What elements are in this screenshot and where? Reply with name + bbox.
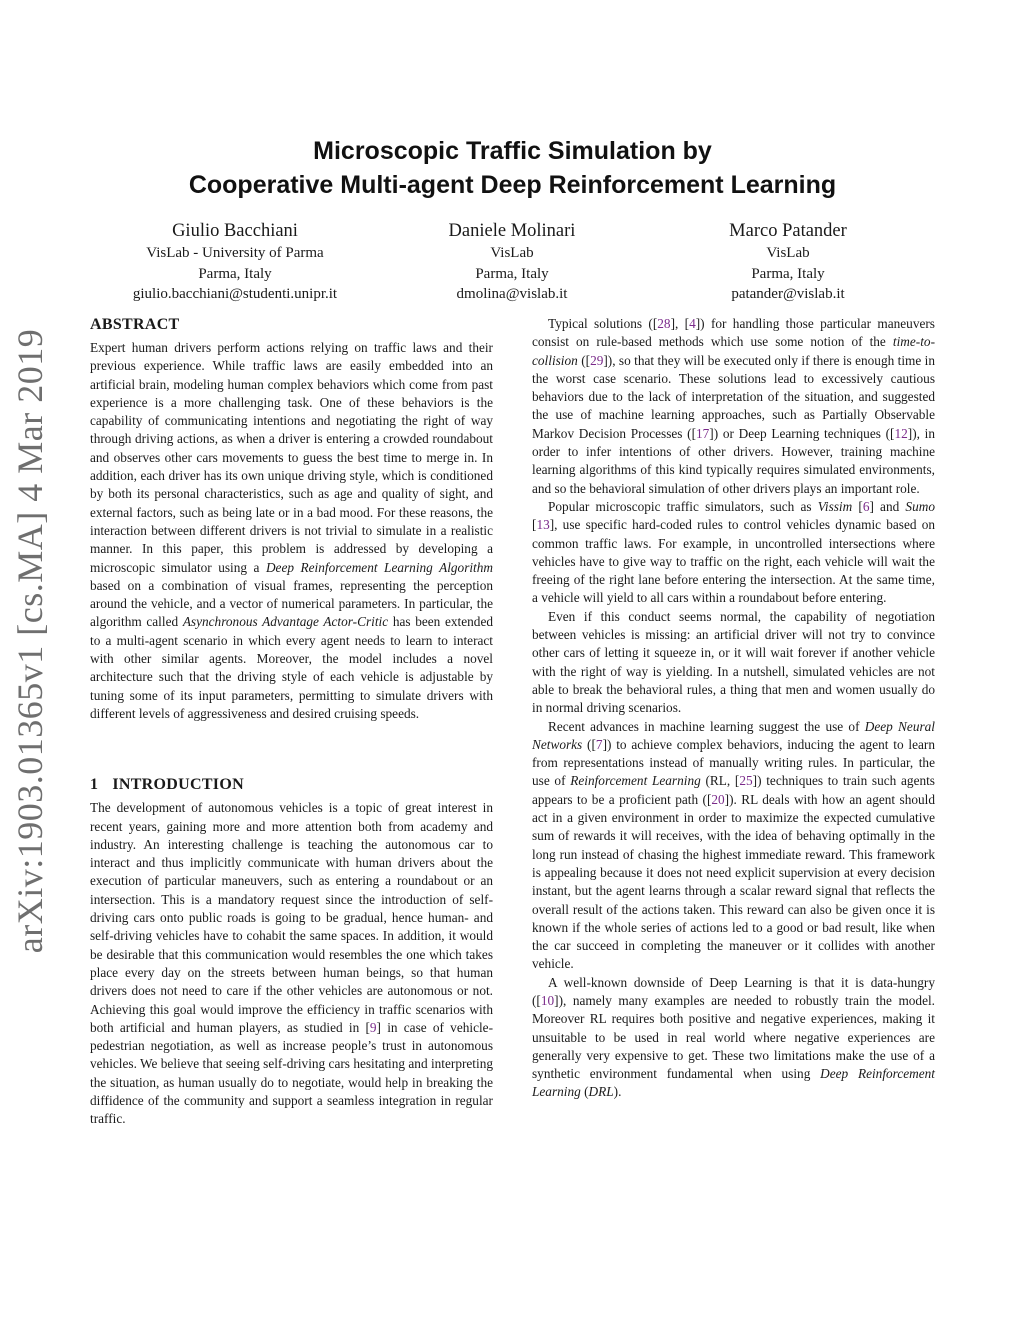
author-email: dmolina@vislab.it — [456, 286, 568, 302]
citation-link[interactable]: 12 — [894, 425, 908, 441]
introduction-heading — [90, 775, 493, 795]
citation-link[interactable]: 29 — [590, 352, 604, 368]
abstract-paragraph: Expert human drivers perform actions relying on traffic laws and their previous experience. While traffic laws are easily embedded into an artificial brain, modeling human complex behaviors which come from past experience is a more challenging task. One of these behaviors is the capability of communicating intentions and negotiating the right of way through driving actions, as when a driver is entering a crowded roundabout and observes other cars movements to guess the best time to merge in. In addition, each driver has its own unique driving style, which is conditioned by both its personal characteristics, such as age and quality of sight, and external factors, such as being late or in a bad mood. For these reasons, the interaction between different drivers is not trivial to simulate in a realistic manner. In this paper, this problem is addressed by developing a microscopic simulator using a Deep Reinforcement Learning Algorithm based on a combination of visual frames, representing the perception around the vehicle, and a vector of numerical parameters. In particular, the algorithm called Asynchronous Advantage Actor-Critic has been extended to a multi-agent scenario in which every agent needs to learn to interact with other similar agents. Moreover, the model includes a novel architecture such that the driving style of each vehicle is adjustable by tuning some of its input parameters, permitting to simulate drivers with different levels of aggressiveness and desired cruising speeds. — [90, 340, 494, 721]
body-paragraph: Even if this conduct seems normal, the capability of negotiation between vehicles is missing: an artificial driver will not try to convince other cars of letting it squeeze in, or it will wait forever if another vehicle with the right of way is yielding. In a nutshell, simulated vehicles are not able to break the behavioral rules, a thing that men and women usually do in normal driving scenarios. — [532, 608, 935, 716]
arxiv-identifier-stamp — [10, 328, 51, 953]
citation-link[interactable]: 7 — [595, 736, 603, 752]
author-email: patander@vislab.it — [731, 286, 845, 302]
author-name: Marco Patander — [729, 221, 847, 241]
introduction-paragraph: The development of autonomous vehicles is a topic of great interest in recent years, gaining more and more attention both from academy and industry. An interesting challenge is teaching the autonomous car to interact and thus implicitly communicate with human drivers about the execution of particular maneuvers, such as entering a roundabout or an intersection. This is a mandatory request since the introduction of self-driving cars onto public roads is going to be gradual, hence human- and self-driving vehicles have to cohabit the same spaces. In addition, it would be desirable that this communication would resembles the one which takes place every day on the streets between human beings, so that human drivers does not need to care if the other vehicles are autonomous or not. Achieving this goal would improve the efficiency in traffic scenarios with both artificial and human players, as studied in [9] in case of vehicle-pedestrian negotiation, as well as increase people’s trust in autonomous vehicles. We believe that seeing self-driving cars hesitating and interpreting the situation, as human usually do to negotiate, would help in breaking the diffidence of the community and support a seamless integration in regular traffic. — [90, 800, 493, 1127]
section-title: INTRODUCTION — [112, 776, 244, 794]
body-paragraph: Popular microscopic traffic simulators, such as Vissim [6] and Sumo [13], use specific hard-coded rules to control vehicles dynamic based on common traffic laws. For example, in uncontrolled intersections where vehicles have to give way to traffic on the right, each vehicle will wait the freeing of the right lane before entering the intersection. At the same time, a vehicle will yield to all cars within a roundabout before entering. — [532, 498, 935, 606]
author-list — [90, 220, 935, 310]
citation-link[interactable]: 20 — [711, 791, 725, 807]
paper-title-line-2: Cooperative Multi-agent Deep Reinforcement Learning — [188, 171, 837, 199]
author-affiliation: VisLab — [490, 245, 534, 261]
citation-link[interactable]: 17 — [696, 425, 710, 441]
paper-title-line-1: Microscopic Traffic Simulation by — [313, 137, 712, 165]
body-paragraph: A well-known downside of Deep Learning is that it is data-hungry ([10]), namely many examples are needed to robustly train the model. Moreover RL requires both positive and negative experiences, making it unsuitable to be used in real world where negative experiences are generally very expensive to get. These two limitations make the use of a synthetic environment fundamental when using Deep Reinforcement Learning (DRL). — [532, 974, 935, 1100]
paper-title — [90, 134, 935, 202]
arxiv-identifier-text: arXiv:1903.01365v1 [cs.MA] 4 Mar 2019 — [10, 328, 51, 953]
author-affiliation: VisLab — [766, 245, 810, 261]
author-block — [643, 220, 933, 305]
citation-link[interactable]: 10 — [540, 992, 555, 1008]
right-column — [532, 315, 935, 1102]
author-location: Parma, Italy — [751, 265, 825, 282]
body-paragraph: Typical solutions ([28], [4]) for handling those particular maneuvers consist on rule-based methods which use some notion of the time-to-collision ([29]), so that they will be executed only if there is enough time in the worst case scenario. These solutions lead to excessively cautious behaviors due to the lack of interpretation of the situation, and suggested the use of machine learning approaches, such as Partially Observable Markov Decision Processes ([17]) or Deep Learning techniques ([12]), in order to infer intentions of other drivers. However, training machine learning algorithms of this kind typically requires simulated environments, and so the behavioral simulation of other drivers plays an important role. — [532, 316, 936, 496]
citation-link[interactable]: 4 — [689, 316, 696, 331]
author-affiliation: VisLab - University of Parma — [146, 245, 324, 261]
author-block — [367, 220, 657, 305]
author-location: Parma, Italy — [475, 265, 549, 282]
author-email: giulio.bacchiani@studenti.unipr.it — [132, 286, 338, 302]
section-number: 1 — [90, 776, 99, 794]
author-name: Giulio Bacchiani — [172, 221, 298, 241]
body-paragraph: Recent advances in machine learning suggest the use of Deep Neural Networks ([7]) to achieve complex behaviors, inducing the agent to learn from representations instead of manually writing rules. In particular, the use of Reinforcement Learning (RL, [25]) techniques to train such agents appears to be a proficient path ([20]). RL deals with how an agent should act in a given environment in order to maximize the expected cumulative sum of rewards it will receives, with the idea of behaving optimally in the long run instead of chasing the highest immediate reward. This framework is appealing because it does not need explicit supervision at every decision instant, but the agent learns through a scalar reward signal that reflects the overall result of the actions taken. This reward can also be given once it is known if the whole series of actions led to a good or bad result, like when the car succeed in completing the maneuver or it collides with another vehicle. — [532, 718, 935, 972]
citation-link[interactable]: 9 — [369, 1019, 377, 1035]
author-block — [90, 220, 380, 305]
citation-link[interactable]: 13 — [536, 517, 550, 533]
citation-link[interactable]: 25 — [739, 773, 753, 789]
paper-title-block — [90, 134, 935, 202]
abstract-heading: ABSTRACT — [90, 316, 180, 333]
author-location: Parma, Italy — [198, 265, 272, 282]
left-column — [90, 315, 493, 1129]
citation-link[interactable]: 6 — [862, 498, 870, 514]
citation-link[interactable]: 28 — [657, 316, 671, 331]
author-name: Daniele Molinari — [448, 221, 576, 241]
